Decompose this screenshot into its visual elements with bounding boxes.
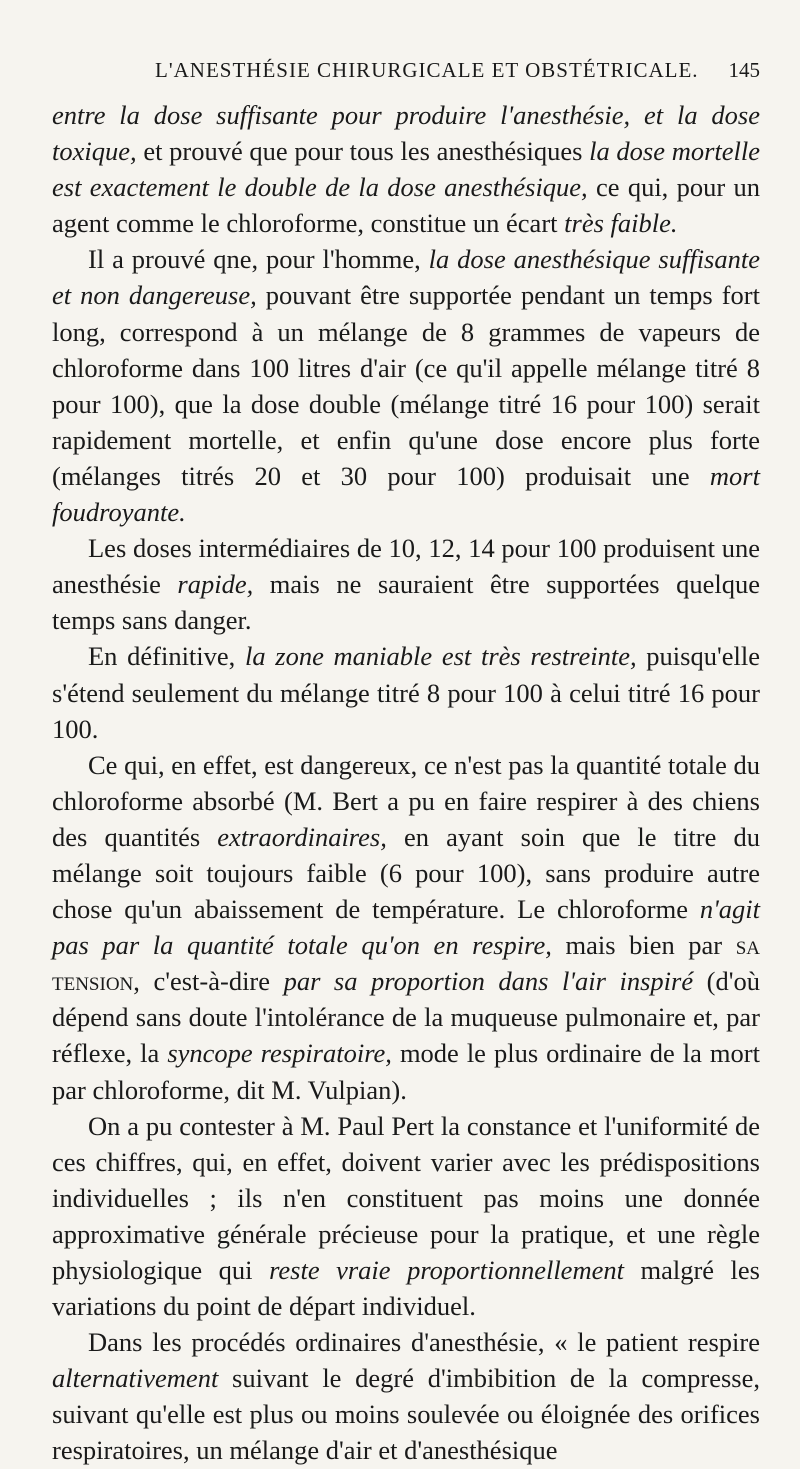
- text-segment: malgré les variations du point de départ individuel.: [52, 1255, 760, 1322]
- text-segment: extraordinaires,: [217, 821, 387, 852]
- text-segment: et prouvé que pour tous les anesthésiques: [136, 136, 590, 167]
- text-segment: la dose mortelle est exactement le double de la dose anesthésique,: [52, 136, 761, 203]
- paragraph: [52, 638, 760, 746]
- paragraph: [52, 747, 760, 1108]
- text-segment: n'agit pas par la quantité totale qu'on en respire,: [52, 894, 760, 961]
- page-number: 145: [728, 58, 760, 82]
- paragraph: [52, 97, 760, 241]
- text-segment: rapide,: [177, 569, 254, 600]
- text-segment: pouvant être supportée pendant un temps fort long, correspond à un mélange de 8 grammes de vapeurs de chloroforme dans 100 litres d'air (ce qu'il appelle mélange titré 8 pour 100), que la dose double (mélange titré 16 pour 100) serait rapidement mortelle, et enfin qu'une dose encore plus forte (mélanges titrés 20 et 30 pour 100) produisait une: [52, 280, 760, 491]
- text-segment: Les doses intermédiaires de 10, 12, 14 pour 100 produisent une anesthésie: [52, 533, 760, 600]
- text-segment: très faible.: [564, 208, 678, 239]
- text-segment: mais bien par: [551, 930, 736, 961]
- text-segment: entre la dose suffisante pour produire l'anesthésie, et la dose toxique,: [52, 100, 760, 167]
- text-segment: suivant le degré d'imbibition de la compresse, suivant qu'elle est plus ou moins soulevée ou éloignée des orifices respiratoires, un mélange d'air et d'anesthésique: [52, 1363, 760, 1466]
- text-segment: ce qui, pour un agent comme le chloroforme, constitue un écart: [52, 172, 760, 239]
- text-segment: en ayant soin que le titre du mélange soit toujours faible (6 pour 100), sans produire autre chose qu'un abaissement de température. Le chloroforme: [52, 821, 760, 925]
- text-segment: alternativement: [52, 1363, 219, 1394]
- text-segment: Il a prouvé qne, pour l'homme,: [88, 244, 429, 275]
- text-segment: , c'est-à-dire: [133, 966, 284, 997]
- text-segment: syncope respiratoire,: [167, 1038, 392, 1069]
- text-segment: En définitive,: [88, 641, 245, 672]
- text-segment: reste vraie proportionnellement: [269, 1255, 624, 1285]
- text-segment: mode le plus ordinaire de la mort par chloroforme, dit M. Vulpian).: [52, 1038, 760, 1105]
- text-segment: par sa proportion dans l'air inspiré: [283, 966, 694, 997]
- text-segment: puisqu'elle s'étend seulement du mélange titré 8 pour 100 à celui titré 16 pour 100.: [52, 641, 760, 744]
- running-title: L'ANESTHÉSIE CHIRURGICALE ET OBSTÉTRICALE.: [155, 58, 699, 82]
- paragraph: [52, 1324, 760, 1468]
- text-segment: Ce qui, en effet, est dangereux, ce n'est pas la quantité totale du chloroforme absorbé (M. Bert a pu en faire respirer à des chiens des quantités: [52, 749, 760, 852]
- paragraph: [52, 530, 760, 638]
- page-header: [0, 58, 800, 88]
- text-segment: On a pu contester à M. Paul Pert la constance et l'uniformité de ces chiffres, qui, en effet, doivent varier avec les prédispositions individuelles ; ils n'en constituent pas moins une donnée approximative générale précieuse pour la pratique, et une règle physiologique qui: [52, 1110, 760, 1285]
- text-segment: sa tension: [52, 930, 760, 997]
- paragraph: [52, 241, 760, 530]
- text-segment: Dans les procédés ordinaires d'anesthésie, « le patient respire: [88, 1327, 760, 1358]
- text-segment: (d'où dépend sans doute l'intolérance de la muqueuse pulmonaire et, par réflexe, la: [52, 966, 760, 1069]
- paragraph: [52, 1108, 760, 1325]
- text-segment: la dose anesthésique suffisante et non dangereuse,: [52, 244, 760, 311]
- text-segment: mort foudroyante.: [52, 460, 760, 528]
- body-text: [52, 97, 760, 1469]
- text-segment: mais ne sauraient être supportées quelque temps sans danger.: [52, 569, 760, 636]
- text-segment: la zone maniable est très restreinte,: [244, 641, 637, 672]
